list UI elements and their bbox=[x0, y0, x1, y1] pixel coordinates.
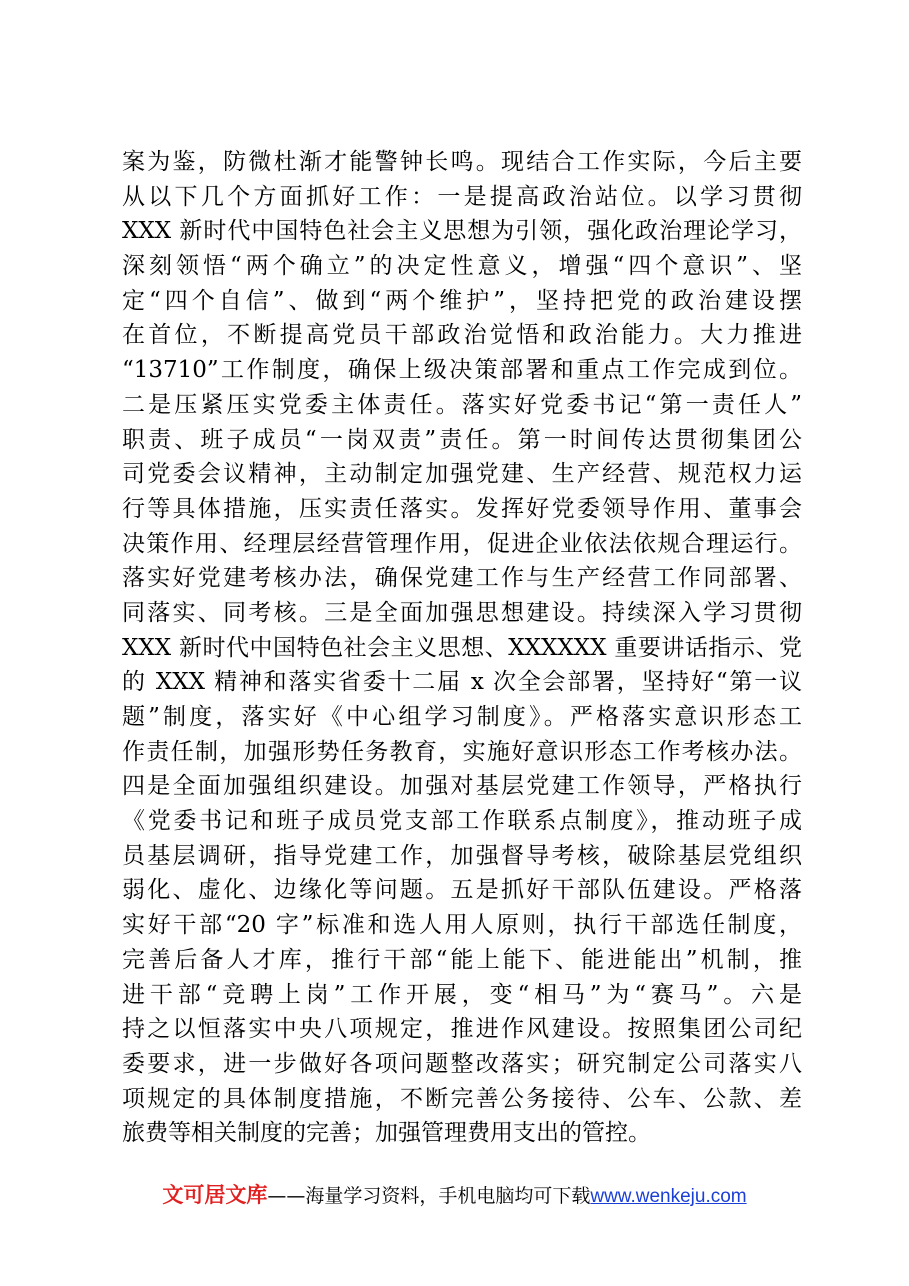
text-line: 完善后备人才库，推行干部“能上能下、能进能出”机制，推 bbox=[122, 946, 802, 973]
footer-banner bbox=[0, 1181, 909, 1211]
footer-website-link[interactable]: www.wenkeju.com bbox=[590, 1186, 747, 1207]
footer-brand: 文可居文库 bbox=[162, 1183, 268, 1207]
text-line: 司党委会议精神，主动制定加强党建、生产经营、规范权力运 bbox=[122, 461, 802, 488]
body-paragraph bbox=[122, 145, 802, 1151]
text-line: 职责、班子成员“一岗双责”责任。第一时间传达贯彻集团公 bbox=[122, 426, 802, 453]
text-line: 落实好党建考核办法，确保党建工作与生产经营工作同部署、 bbox=[122, 565, 802, 592]
text-line: 的 XXX 精神和落实省委十二届 x 次全会部署，坚持好“第一议 bbox=[122, 669, 802, 696]
text-line: 作责任制，加强形势任务教育，实施好意识形态工作考核办法。 bbox=[122, 738, 802, 765]
text-line: 弱化、虚化、边缘化等问题。五是抓好干部队伍建设。严格落 bbox=[122, 877, 802, 904]
text-line: 同落实、同考核。三是全面加强思想建设。持续深入学习贯彻 bbox=[122, 599, 802, 626]
text-line: 四是全面加强组织建设。加强对基层党建工作领导，严格执行 bbox=[122, 773, 802, 800]
text-line: 《党委书记和班子成员党支部工作联系点制度》，推动班子成 bbox=[122, 808, 802, 835]
text-line: 题”制度，落实好《中心组学习制度》。严格落实意识形态工 bbox=[122, 704, 802, 730]
text-line: 案为鉴，防微杜渐才能警钟长鸣。现结合工作实际，今后主要 bbox=[122, 149, 802, 175]
text-line: 从以下几个方面抓好工作：一是提高政治站位。以学习贯彻 bbox=[122, 183, 802, 210]
text-line: XXX 新时代中国特色社会主义思想、XXXXXX 重要讲话指示、党 bbox=[122, 634, 802, 661]
text-line: 员基层调研，指导党建工作，加强督导考核，破除基层党组织 bbox=[122, 842, 802, 869]
text-line: 实好干部“20 字”标准和选人用人原则，执行干部选任制度， bbox=[122, 912, 802, 939]
footer-tagline: ——海量学习资料，手机电脑均可下载 bbox=[267, 1185, 591, 1207]
text-line: XXX 新时代中国特色社会主义思想为引领，强化政治理论学习， bbox=[122, 218, 802, 245]
text-line: 在首位，不断提高党员干部政治觉悟和政治能力。大力推进 bbox=[122, 322, 802, 349]
text-line: 旅费等相关制度的完善；加强管理费用支出的管控。 bbox=[122, 1120, 651, 1147]
text-line: 行等具体措施，压实责任落实。发挥好党委领导作用、董事会 bbox=[122, 495, 802, 522]
text-line: 定“四个自信”、做到“两个维护”，坚持把党的政治建设摆 bbox=[122, 287, 802, 314]
text-line: “13710”工作制度，确保上级决策部署和重点工作完成到位。 bbox=[122, 357, 802, 384]
text-line: 持之以恒落实中央八项规定，推进作风建设。按照集团公司纪 bbox=[122, 1016, 802, 1043]
text-line: 二是压紧压实党委主体责任。落实好党委书记“第一责任人” bbox=[122, 391, 802, 418]
text-line: 项规定的具体制度措施，不断完善公务接待、公车、公款、差 bbox=[122, 1085, 802, 1112]
text-line: 决策作用、经理层经营管理作用，促进企业依法依规合理运行。 bbox=[122, 530, 802, 557]
text-line: 委要求，进一步做好各项问题整改落实；研究制定公司落实八 bbox=[122, 1050, 802, 1077]
text-line: 进干部“竞聘上岗”工作开展，变“相马”为“赛马”。六是 bbox=[122, 981, 802, 1008]
text-line: 深刻领悟“两个确立”的决定性意义，增强“四个意识”、坚 bbox=[122, 253, 802, 280]
